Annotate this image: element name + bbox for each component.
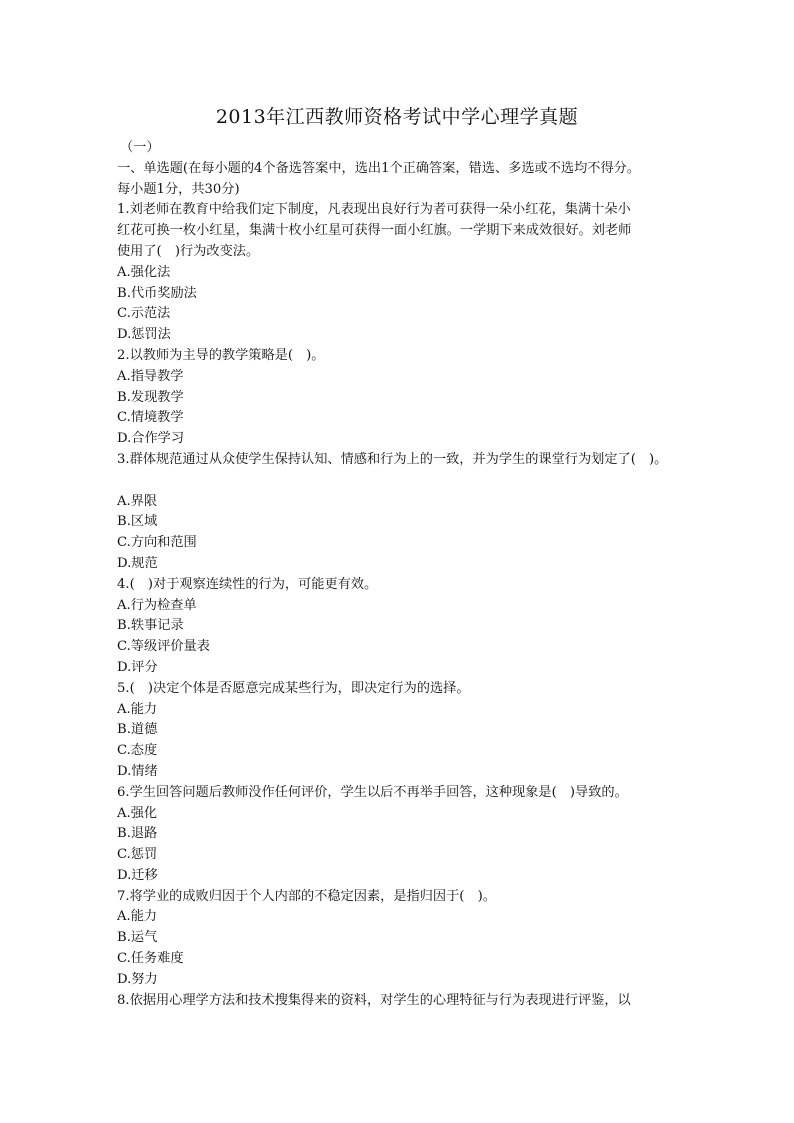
answer-option: A.强化法 bbox=[117, 264, 171, 280]
question-8 bbox=[117, 991, 717, 1012]
answer-option: C.任务难度 bbox=[117, 951, 184, 967]
answer-option: A.强化 bbox=[117, 805, 158, 821]
answer-option: D.迁移 bbox=[117, 867, 158, 883]
answer-option: C.等级评价量表 bbox=[117, 639, 210, 655]
answer-option: D.评分 bbox=[117, 659, 158, 675]
question-stem: 3.群体规范通过从众使学生保持认知、情感和行为上的一致，并为学生的课堂行为划定了( )。 bbox=[117, 451, 668, 467]
question-stem: 7.将学业的成败归因于个人内部的不稳定因素，是指归因于( )。 bbox=[117, 888, 496, 904]
section-header-line: 一、单选题(在每小题的4个备选答案中，选出1个正确答案，错选、多选或不选均不得分。 bbox=[117, 160, 641, 176]
answer-option: B.轶事记录 bbox=[117, 618, 184, 634]
question-stem: 2.以教师为主导的教学策略是( )。 bbox=[117, 347, 325, 363]
answer-option: B.发现教学 bbox=[117, 389, 184, 405]
question-4 bbox=[117, 575, 717, 679]
answer-option: C.方向和范围 bbox=[117, 535, 197, 551]
question-stem: 5.( )决定个体是否愿意完成某些行为，即决定行为的选择。 bbox=[117, 680, 470, 696]
answer-option: B.运气 bbox=[117, 930, 158, 946]
question-2 bbox=[117, 346, 717, 450]
answer-option: C.惩罚 bbox=[117, 847, 158, 863]
part-label: （一） bbox=[120, 140, 160, 155]
answer-option: B.退路 bbox=[117, 826, 158, 842]
question-stem: 红花可换一枚小红星，集满十枚小红星可获得一面小红旗。一学期下来成效很好。刘老师 bbox=[117, 223, 632, 239]
document-title: 2013年江西教师资格考试中学心理学真题 bbox=[215, 106, 579, 128]
answer-option: D.情绪 bbox=[117, 763, 158, 779]
answer-option: B.区域 bbox=[117, 514, 158, 530]
document-body bbox=[117, 138, 717, 1011]
answer-option: B.代币奖励法 bbox=[117, 285, 197, 301]
question-7 bbox=[117, 887, 717, 991]
answer-option: C.态度 bbox=[117, 743, 158, 759]
blank-line bbox=[117, 471, 717, 492]
answer-option: D.惩罚法 bbox=[117, 327, 171, 343]
question-stem: 8.依据用心理学方法和技术搜集得来的资料，对学生的心理特征与行为表现进行评鉴，以 bbox=[117, 992, 631, 1008]
question-1 bbox=[117, 200, 717, 346]
answer-option: C.示范法 bbox=[117, 306, 171, 322]
answer-option: B.道德 bbox=[117, 722, 158, 738]
question-5 bbox=[117, 679, 717, 783]
section-header-line: 每小题1分，共30分) bbox=[117, 181, 240, 197]
answer-option: A.能力 bbox=[117, 909, 158, 925]
answer-option: D.合作学习 bbox=[117, 431, 185, 447]
answer-option: A.能力 bbox=[117, 701, 158, 717]
answer-option: D.规范 bbox=[117, 555, 158, 571]
answer-option: C.情境教学 bbox=[117, 410, 184, 426]
question-3 bbox=[117, 450, 717, 575]
question-stem: 6.学生回答问题后教师没作任何评价，学生以后不再举手回答，这种现象是( )导致的。 bbox=[117, 784, 628, 800]
answer-option: A.界限 bbox=[117, 493, 158, 509]
question-stem: 使用了( )行为改变法。 bbox=[117, 243, 260, 259]
question-6 bbox=[117, 783, 717, 887]
answer-option: A.指导教学 bbox=[117, 368, 184, 384]
question-stem: 1.刘老师在教育中给我们定下制度，凡表现出良好行为者可获得一朵小红花，集满十朵小 bbox=[117, 202, 631, 218]
answer-option: D.努力 bbox=[117, 971, 158, 987]
question-stem: 4.( )对于观察连续性的行为，可能更有效。 bbox=[117, 576, 378, 592]
answer-option: A.行为检查单 bbox=[117, 597, 197, 613]
